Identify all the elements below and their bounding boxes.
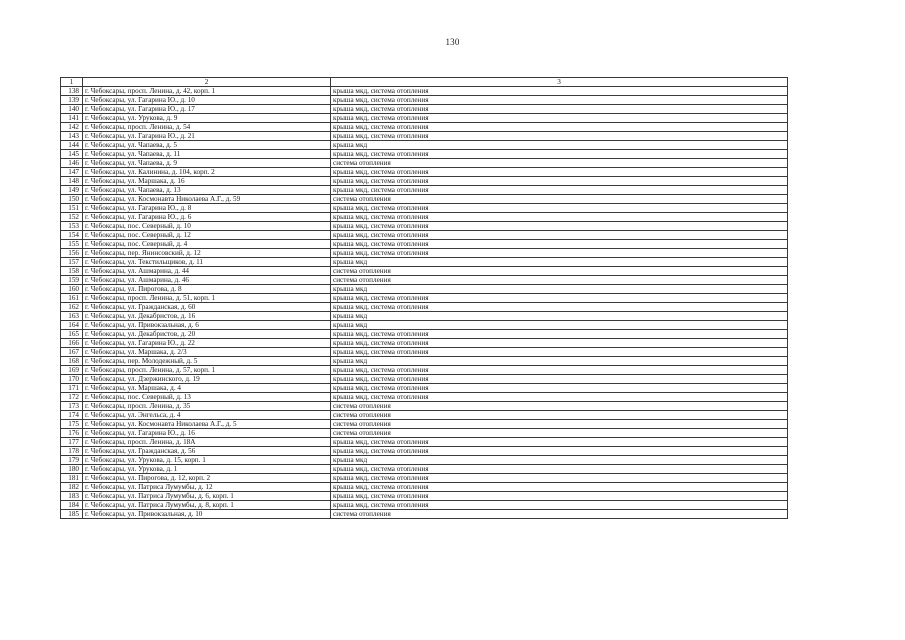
row-number: 158 [61, 267, 83, 276]
row-address: г. Чебоксары, пос. Северный, д. 12 [83, 231, 331, 240]
row-work-type: крыша мкд, система отопления [331, 348, 788, 357]
row-work-type: крыша мкд, система отопления [331, 303, 788, 312]
row-number: 170 [61, 375, 83, 384]
table-row [61, 321, 788, 330]
row-work-type: крыша мкд, система отопления [331, 105, 788, 114]
table-row [61, 294, 788, 303]
row-number: 173 [61, 402, 83, 411]
row-work-type: крыша мкд, система отопления [331, 393, 788, 402]
row-address: г. Чебоксары, просп. Ленина, д. 57, корп. 1 [83, 366, 331, 375]
row-address: г. Чебоксары, ул. Патриса Лумумбы, д. 12 [83, 483, 331, 492]
row-address: г. Чебоксары, ул. Гагарина Ю., д. 10 [83, 96, 331, 105]
table-row [61, 393, 788, 402]
row-work-type: крыша мкд [331, 321, 788, 330]
row-number: 144 [61, 141, 83, 150]
row-number: 156 [61, 249, 83, 258]
header-col-1: 1 [61, 78, 83, 87]
row-address: г. Чебоксары, ул. Урукова, д. 1 [83, 465, 331, 474]
row-work-type: система отопления [331, 510, 788, 519]
row-address: г. Чебоксары, ул. Ашмарина, д. 44 [83, 267, 331, 276]
table-row [61, 447, 788, 456]
row-work-type: система отопления [331, 402, 788, 411]
table-row [61, 132, 788, 141]
table-row [61, 177, 788, 186]
row-number: 179 [61, 456, 83, 465]
row-address: г. Чебоксары, ул. Декабристов, д. 20 [83, 330, 331, 339]
row-work-type: крыша мкд, система отопления [331, 375, 788, 384]
row-work-type: крыша мкд, система отопления [331, 492, 788, 501]
row-address: г. Чебоксары, ул. Урукова, д. 9 [83, 114, 331, 123]
row-number: 141 [61, 114, 83, 123]
table-row [61, 123, 788, 132]
row-address: г. Чебоксары, ул. Чапаева, д. 9 [83, 159, 331, 168]
row-work-type: крыша мкд, система отопления [331, 87, 788, 96]
row-work-type: система отопления [331, 159, 788, 168]
row-work-type: крыша мкд [331, 141, 788, 150]
table-row [61, 483, 788, 492]
table-row [61, 438, 788, 447]
row-work-type: крыша мкд, система отопления [331, 150, 788, 159]
row-address: г. Чебоксары, ул. Ашмарина, д. 46 [83, 276, 331, 285]
row-work-type: крыша мкд, система отопления [331, 204, 788, 213]
row-work-type: крыша мкд, система отопления [331, 114, 788, 123]
row-work-type: система отопления [331, 411, 788, 420]
table-row [61, 420, 788, 429]
row-address: г. Чебоксары, пос. Северный, д. 10 [83, 222, 331, 231]
row-number: 182 [61, 483, 83, 492]
table-row [61, 222, 788, 231]
row-address: г. Чебоксары, ул. Космонавта Николаева А.Г., д. 5 [83, 420, 331, 429]
row-work-type: крыша мкд, система отопления [331, 168, 788, 177]
row-work-type: крыша мкд, система отопления [331, 330, 788, 339]
row-number: 168 [61, 357, 83, 366]
row-work-type: крыша мкд, система отопления [331, 366, 788, 375]
header-col-2: 2 [83, 78, 331, 87]
table-row [61, 141, 788, 150]
row-work-type: крыша мкд [331, 357, 788, 366]
row-number: 177 [61, 438, 83, 447]
table-row [61, 411, 788, 420]
data-table [60, 77, 788, 519]
row-number: 176 [61, 429, 83, 438]
row-address: г. Чебоксары, ул. Маршака, д. 16 [83, 177, 331, 186]
table-row [61, 492, 788, 501]
row-number: 183 [61, 492, 83, 501]
row-address: г. Чебоксары, просп. Ленина, д. 18А [83, 438, 331, 447]
row-work-type: система отопления [331, 429, 788, 438]
table-row [61, 366, 788, 375]
row-address: г. Чебоксары, ул. Маршака, д. 4 [83, 384, 331, 393]
table-header [61, 78, 788, 87]
table-row [61, 267, 788, 276]
row-number: 154 [61, 231, 83, 240]
table-row [61, 357, 788, 366]
row-work-type: система отопления [331, 195, 788, 204]
row-work-type: крыша мкд, система отопления [331, 447, 788, 456]
table-row [61, 114, 788, 123]
row-address: г. Чебоксары, ул. Гагарина Ю., д. 22 [83, 339, 331, 348]
row-address: г. Чебоксары, ул. Гагарина Ю., д. 21 [83, 132, 331, 141]
row-number: 161 [61, 294, 83, 303]
row-work-type: крыша мкд, система отопления [331, 96, 788, 105]
row-work-type: крыша мкд, система отопления [331, 123, 788, 132]
row-address: г. Чебоксары, ул. Чапаева, д. 5 [83, 141, 331, 150]
row-number: 146 [61, 159, 83, 168]
row-work-type: система отопления [331, 420, 788, 429]
row-number: 160 [61, 285, 83, 294]
row-address: г. Чебоксары, ул. Гражданская, д. 60 [83, 303, 331, 312]
row-address: г. Чебоксары, ул. Привокзальная, д. 10 [83, 510, 331, 519]
row-work-type: крыша мкд, система отопления [331, 438, 788, 447]
row-work-type: крыша мкд, система отопления [331, 465, 788, 474]
table-row [61, 105, 788, 114]
row-number: 152 [61, 213, 83, 222]
row-work-type: система отопления [331, 276, 788, 285]
row-work-type: крыша мкд, система отопления [331, 384, 788, 393]
row-work-type: крыша мкд, система отопления [331, 294, 788, 303]
row-address: г. Чебоксары, пер. Янинсовский, д. 12 [83, 249, 331, 258]
row-number: 159 [61, 276, 83, 285]
row-work-type: крыша мкд, система отопления [331, 177, 788, 186]
row-address: г. Чебоксары, ул. Гагарина Ю., д. 17 [83, 105, 331, 114]
row-number: 185 [61, 510, 83, 519]
table-row [61, 312, 788, 321]
page-number: 130 [445, 37, 460, 47]
row-number: 149 [61, 186, 83, 195]
row-work-type: крыша мкд [331, 285, 788, 294]
row-number: 139 [61, 96, 83, 105]
table-row [61, 276, 788, 285]
table-row [61, 96, 788, 105]
row-address: г. Чебоксары, ул. Чапаева, д. 13 [83, 186, 331, 195]
row-number: 155 [61, 240, 83, 249]
row-address: г. Чебоксары, ул. Патриса Лумумбы, д. 8, корп. 1 [83, 501, 331, 510]
row-work-type: крыша мкд, система отопления [331, 186, 788, 195]
row-address: г. Чебоксары, ул. Гагарина Ю., д. 8 [83, 204, 331, 213]
row-number: 138 [61, 87, 83, 96]
row-work-type: крыша мкд, система отопления [331, 339, 788, 348]
table-row [61, 348, 788, 357]
row-number: 145 [61, 150, 83, 159]
row-work-type: крыша мкд [331, 312, 788, 321]
row-number: 164 [61, 321, 83, 330]
row-address: г. Чебоксары, пер. Молодежный, д. 5 [83, 357, 331, 366]
row-number: 181 [61, 474, 83, 483]
row-work-type: крыша мкд, система отопления [331, 501, 788, 510]
table-row [61, 429, 788, 438]
row-work-type: система отопления [331, 267, 788, 276]
header-row [61, 78, 788, 87]
row-work-type: крыша мкд [331, 258, 788, 267]
row-number: 166 [61, 339, 83, 348]
row-number: 184 [61, 501, 83, 510]
table-row [61, 474, 788, 483]
row-address: г. Чебоксары, пос. Северный, д. 13 [83, 393, 331, 402]
row-address: г. Чебоксары, просп. Ленина, д. 35 [83, 402, 331, 411]
row-number: 163 [61, 312, 83, 321]
table-row [61, 501, 788, 510]
table-row [61, 150, 788, 159]
table-row [61, 249, 788, 258]
row-address: г. Чебоксары, ул. Текстильщиков, д. 11 [83, 258, 331, 267]
row-address: г. Чебоксары, ул. Декабристов, д. 16 [83, 312, 331, 321]
row-work-type: крыша мкд, система отопления [331, 231, 788, 240]
row-address: г. Чебоксары, ул. Патриса Лумумбы, д. 6, корп. 1 [83, 492, 331, 501]
table-row [61, 186, 788, 195]
table-row [61, 402, 788, 411]
row-address: г. Чебоксары, ул. Маршака, д. 2/3 [83, 348, 331, 357]
table-row [61, 339, 788, 348]
table-row [61, 240, 788, 249]
row-work-type: крыша мкд, система отопления [331, 249, 788, 258]
row-address: г. Чебоксары, ул. Дзержинского, д. 19 [83, 375, 331, 384]
row-address: г. Чебоксары, пос. Северный, д. 4 [83, 240, 331, 249]
row-work-type: крыша мкд, система отопления [331, 474, 788, 483]
row-work-type: крыша мкд [331, 456, 788, 465]
table-row [61, 465, 788, 474]
table-row [61, 330, 788, 339]
row-number: 175 [61, 420, 83, 429]
row-address: г. Чебоксары, ул. Гагарина Ю., д. 6 [83, 213, 331, 222]
table-row [61, 285, 788, 294]
row-address: г. Чебоксары, ул. Пирогова, д. 8 [83, 285, 331, 294]
table-row [61, 303, 788, 312]
table-row [61, 375, 788, 384]
row-number: 162 [61, 303, 83, 312]
row-address: г. Чебоксары, ул. Гражданская, д. 56 [83, 447, 331, 456]
row-work-type: крыша мкд, система отопления [331, 483, 788, 492]
table-row [61, 258, 788, 267]
row-address: г. Чебоксары, ул. Урукова, д. 15, корп. 1 [83, 456, 331, 465]
table-row [61, 213, 788, 222]
row-number: 172 [61, 393, 83, 402]
row-work-type: крыша мкд, система отопления [331, 132, 788, 141]
table-row [61, 159, 788, 168]
header-col-3: 3 [331, 78, 788, 87]
table-row [61, 195, 788, 204]
row-number: 180 [61, 465, 83, 474]
row-work-type: крыша мкд, система отопления [331, 222, 788, 231]
row-address: г. Чебоксары, просп. Ленина, д. 51, корп. 1 [83, 294, 331, 303]
row-number: 148 [61, 177, 83, 186]
table-row [61, 168, 788, 177]
row-number: 169 [61, 366, 83, 375]
table-row [61, 384, 788, 393]
table-body [61, 87, 788, 519]
row-address: г. Чебоксары, ул. Энгельса, д. 4 [83, 411, 331, 420]
row-work-type: крыша мкд, система отопления [331, 240, 788, 249]
row-address: г. Чебоксары, ул. Калинина, д. 104, корп. 2 [83, 168, 331, 177]
row-number: 167 [61, 348, 83, 357]
row-address: г. Чебоксары, ул. Привокзальная, д. 6 [83, 321, 331, 330]
row-number: 171 [61, 384, 83, 393]
table-row [61, 456, 788, 465]
row-address: г. Чебоксары, просп. Ленина, д. 42, корп. 1 [83, 87, 331, 96]
row-number: 142 [61, 123, 83, 132]
row-address: г. Чебоксары, просп. Ленина, д. 54 [83, 123, 331, 132]
row-address: г. Чебоксары, ул. Гагарина Ю., д. 16 [83, 429, 331, 438]
row-number: 151 [61, 204, 83, 213]
row-work-type: крыша мкд, система отопления [331, 213, 788, 222]
table-row [61, 87, 788, 96]
row-address: г. Чебоксары, ул. Космонавта Николаева А.Г., д. 59 [83, 195, 331, 204]
row-number: 157 [61, 258, 83, 267]
row-number: 174 [61, 411, 83, 420]
table-row [61, 204, 788, 213]
row-number: 165 [61, 330, 83, 339]
row-address: г. Чебоксары, ул. Пирогова, д. 12, корп. 2 [83, 474, 331, 483]
table-row [61, 510, 788, 519]
row-number: 143 [61, 132, 83, 141]
table-row [61, 231, 788, 240]
row-number: 153 [61, 222, 83, 231]
row-number: 140 [61, 105, 83, 114]
row-number: 150 [61, 195, 83, 204]
row-number: 178 [61, 447, 83, 456]
row-number: 147 [61, 168, 83, 177]
row-address: г. Чебоксары, ул. Чапаева, д. 11 [83, 150, 331, 159]
